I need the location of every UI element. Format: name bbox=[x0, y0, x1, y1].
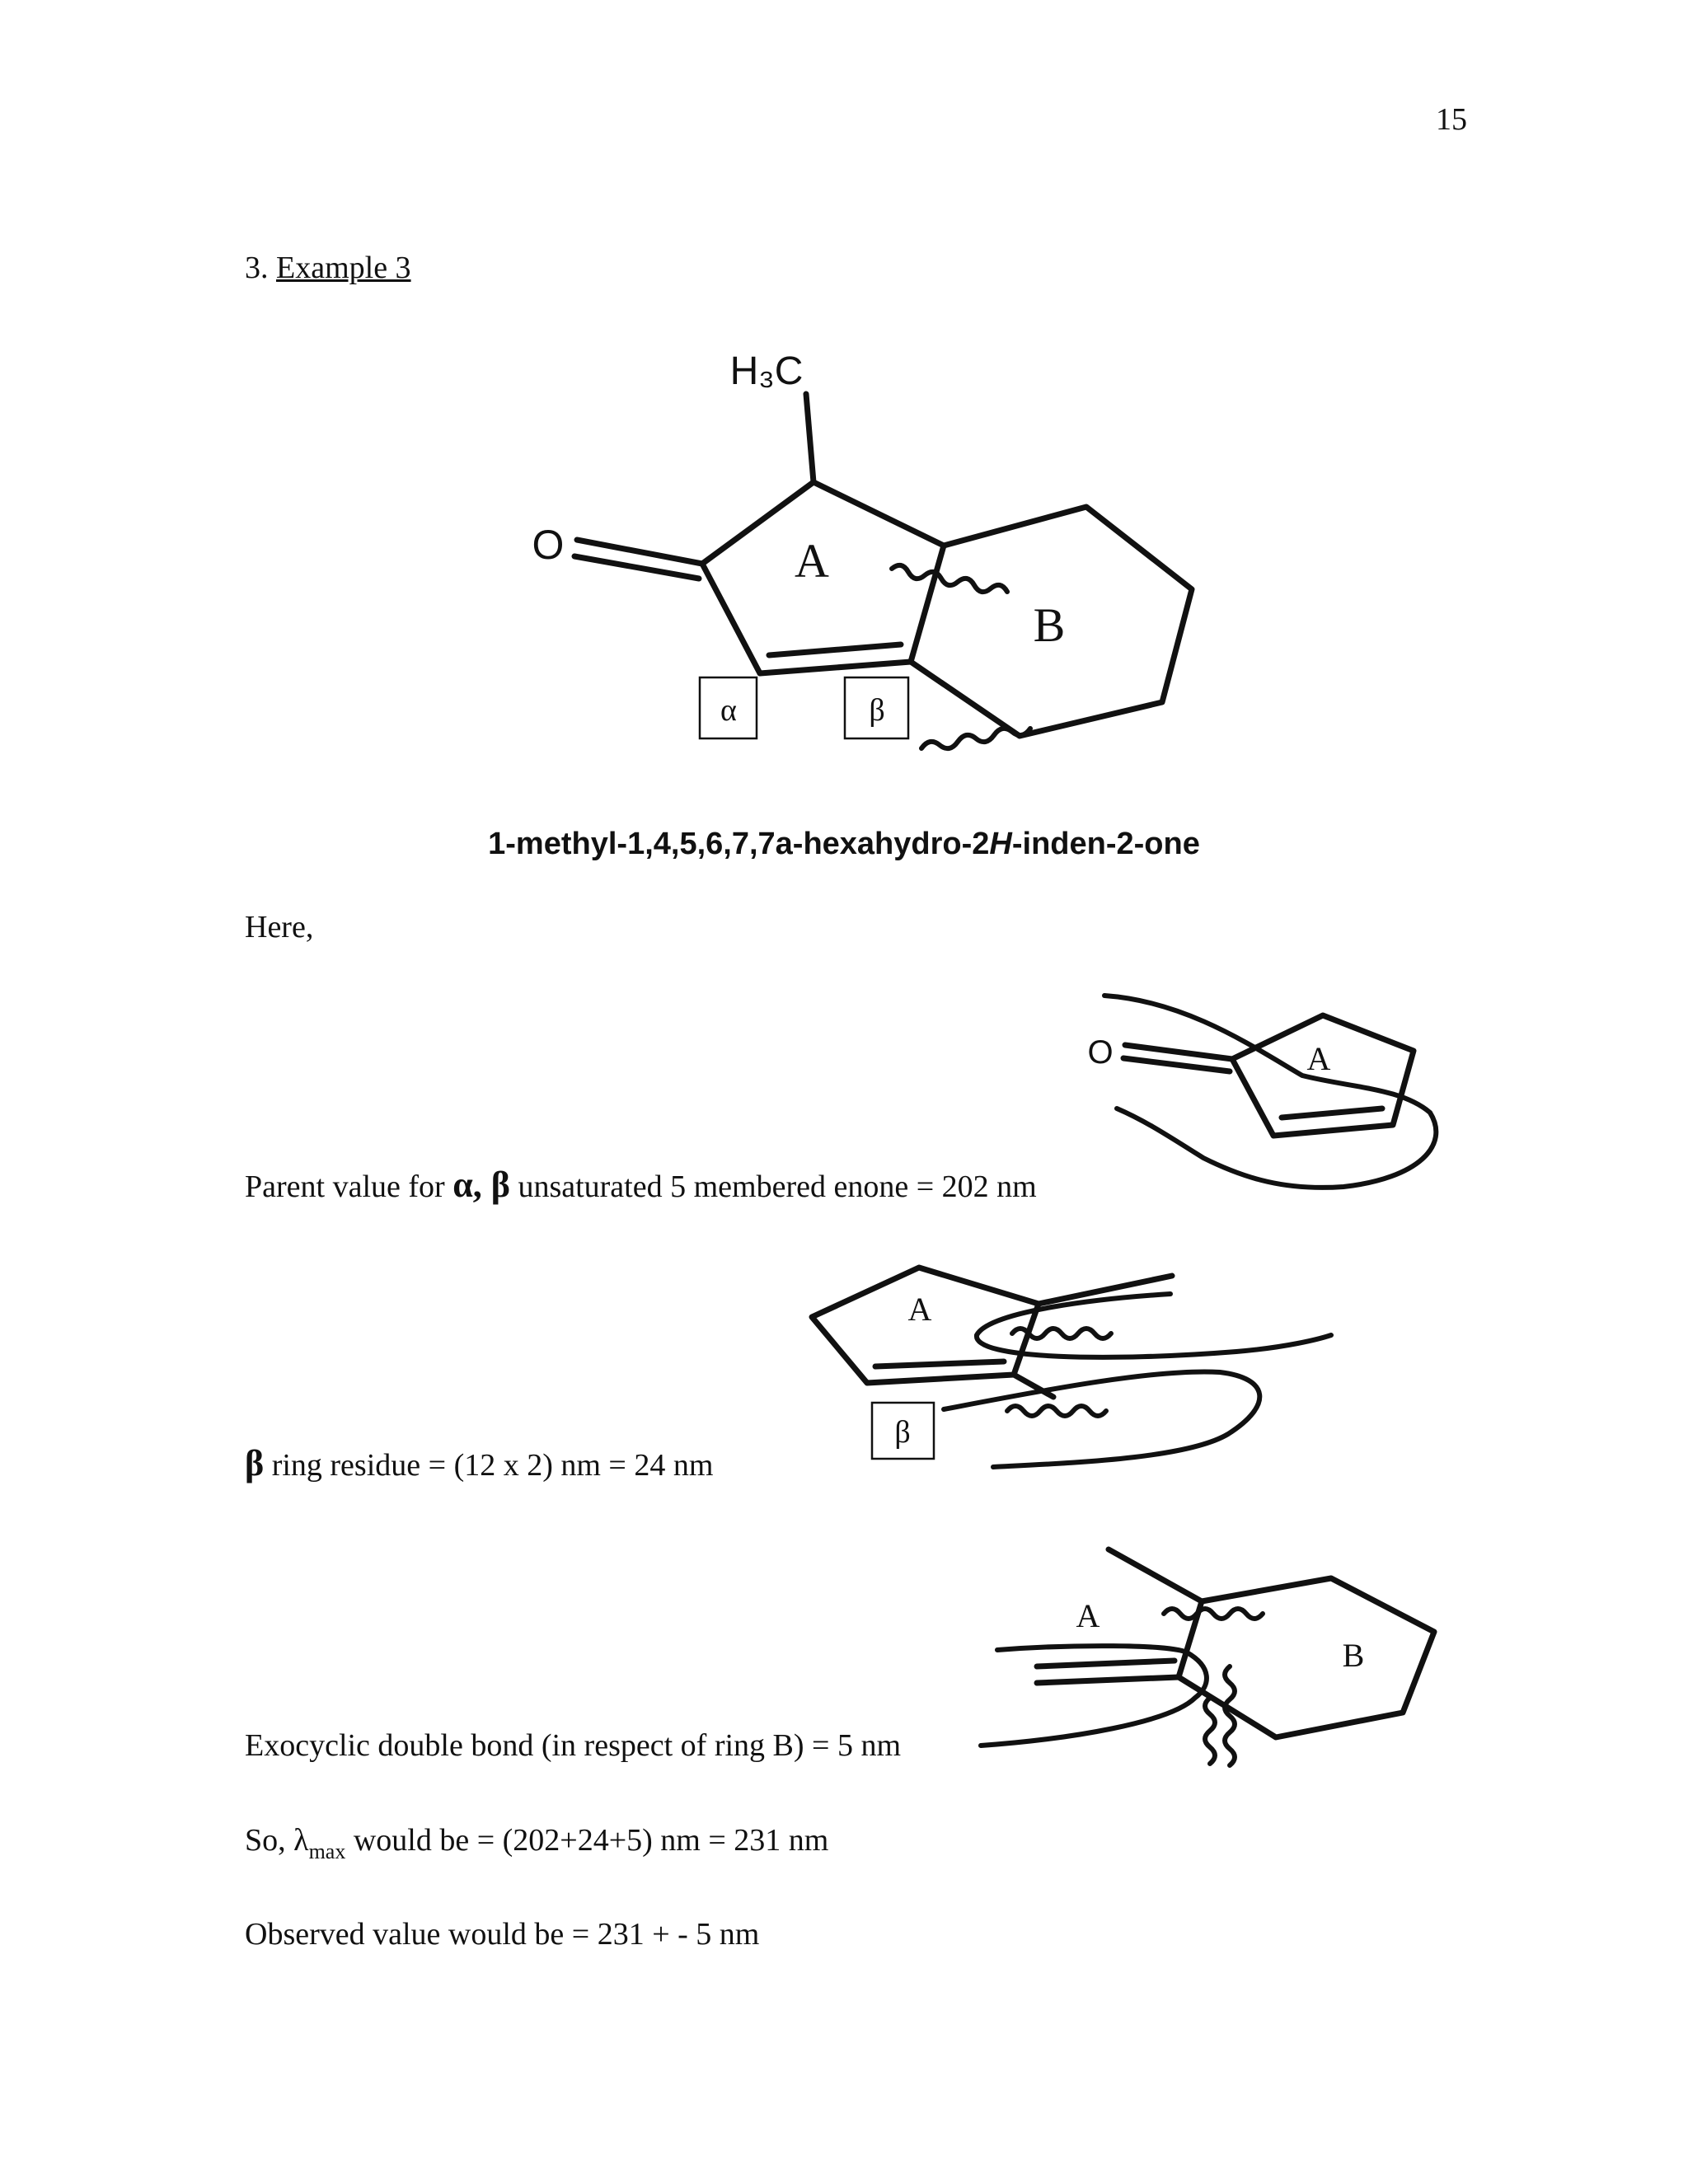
main-structure bbox=[532, 349, 1192, 748]
fig2-wavy-lower bbox=[1007, 1406, 1106, 1416]
lambda-prefix: So, λ bbox=[245, 1823, 309, 1858]
wavy-cut-upper bbox=[892, 565, 1007, 592]
fig3-wavy-upper bbox=[1164, 1609, 1263, 1619]
fig1-double-bond-inner bbox=[1282, 1108, 1382, 1118]
fig3-exo-double-bond-b bbox=[1037, 1661, 1175, 1666]
fig2-beta-label: β bbox=[894, 1415, 911, 1450]
fig2-double-bond-inner bbox=[875, 1361, 1004, 1366]
fig1-carbonyl-b bbox=[1123, 1058, 1230, 1071]
beta-residue-line bbox=[245, 1443, 714, 1483]
lambda-max-line bbox=[245, 1823, 829, 1863]
section-number: 3. bbox=[245, 251, 269, 285]
bond-c1-c7a bbox=[814, 482, 944, 546]
observed-value-line: Observed value would be = 231 + - 5 nm bbox=[245, 1917, 760, 1952]
fig3-wavy-right bbox=[1225, 1666, 1235, 1765]
compound-name bbox=[0, 828, 1688, 860]
methyl-label: H₃C bbox=[729, 349, 804, 393]
exocyclic-figure bbox=[981, 1549, 1434, 1765]
page-number: 15 bbox=[1436, 102, 1467, 137]
lambda-subscript: max bbox=[308, 1840, 346, 1863]
fig1-ring-label: A bbox=[1306, 1040, 1331, 1077]
compound-name-italic: H bbox=[989, 827, 1012, 861]
ring-a-label: A bbox=[795, 534, 829, 588]
beta-residue-text: ring residue = (12 x 2) nm = 24 nm bbox=[264, 1448, 714, 1483]
enone-double-bond-inner bbox=[769, 644, 901, 655]
fig1-highlight-loop bbox=[1104, 996, 1436, 1188]
enone-double-bond-outer bbox=[760, 662, 911, 673]
fig3-ring-b-label: B bbox=[1342, 1637, 1365, 1674]
beta-residue-figure bbox=[812, 1268, 1331, 1467]
here-text: Here, bbox=[245, 910, 314, 944]
compound-name-suffix: -inden-2-one bbox=[1011, 827, 1200, 861]
methyl-bond bbox=[806, 394, 814, 482]
parent-value-greek: α, β bbox=[452, 1165, 510, 1205]
fig3-exo-double-bond-a bbox=[1037, 1677, 1179, 1683]
fig1-oxygen-label: O bbox=[1087, 1034, 1114, 1071]
lambda-result: would be = (202+24+5) nm = 231 nm bbox=[345, 1823, 829, 1858]
beta-label: β bbox=[869, 693, 885, 728]
ring-fusion-bond bbox=[911, 546, 944, 662]
parent-value-suffix: unsaturated 5 membered enone = 202 nm bbox=[509, 1169, 1037, 1204]
fig3-wavy-lower bbox=[1205, 1698, 1215, 1764]
section-title: Example 3 bbox=[276, 251, 411, 285]
fig2-ring-label: A bbox=[907, 1291, 932, 1328]
ring-b-label: B bbox=[1033, 598, 1066, 652]
fig3-bond-upper-left bbox=[1109, 1549, 1202, 1601]
fig3-ring-b bbox=[1179, 1578, 1434, 1737]
wavy-cut-lower bbox=[921, 729, 1030, 748]
parent-enone-figure bbox=[1087, 996, 1436, 1188]
fig1-carbonyl-a bbox=[1125, 1045, 1232, 1059]
compound-name-prefix: 1-methyl-1,4,5,6,7,7a-hexahydro-2 bbox=[488, 827, 990, 861]
alpha-label: α bbox=[720, 693, 737, 728]
fig2-loop-lower bbox=[944, 1371, 1259, 1467]
parent-value-prefix: Parent value for bbox=[245, 1169, 453, 1204]
bond-c3-c2 bbox=[702, 564, 760, 673]
oxygen-label: O bbox=[532, 522, 565, 568]
parent-value-line bbox=[245, 1167, 1037, 1203]
beta-residue-greek: β bbox=[245, 1443, 265, 1483]
exocyclic-line: Exocyclic double bond (in respect of ring B) = 5 nm bbox=[245, 1728, 902, 1763]
fig3-ring-a-label: A bbox=[1076, 1597, 1100, 1634]
